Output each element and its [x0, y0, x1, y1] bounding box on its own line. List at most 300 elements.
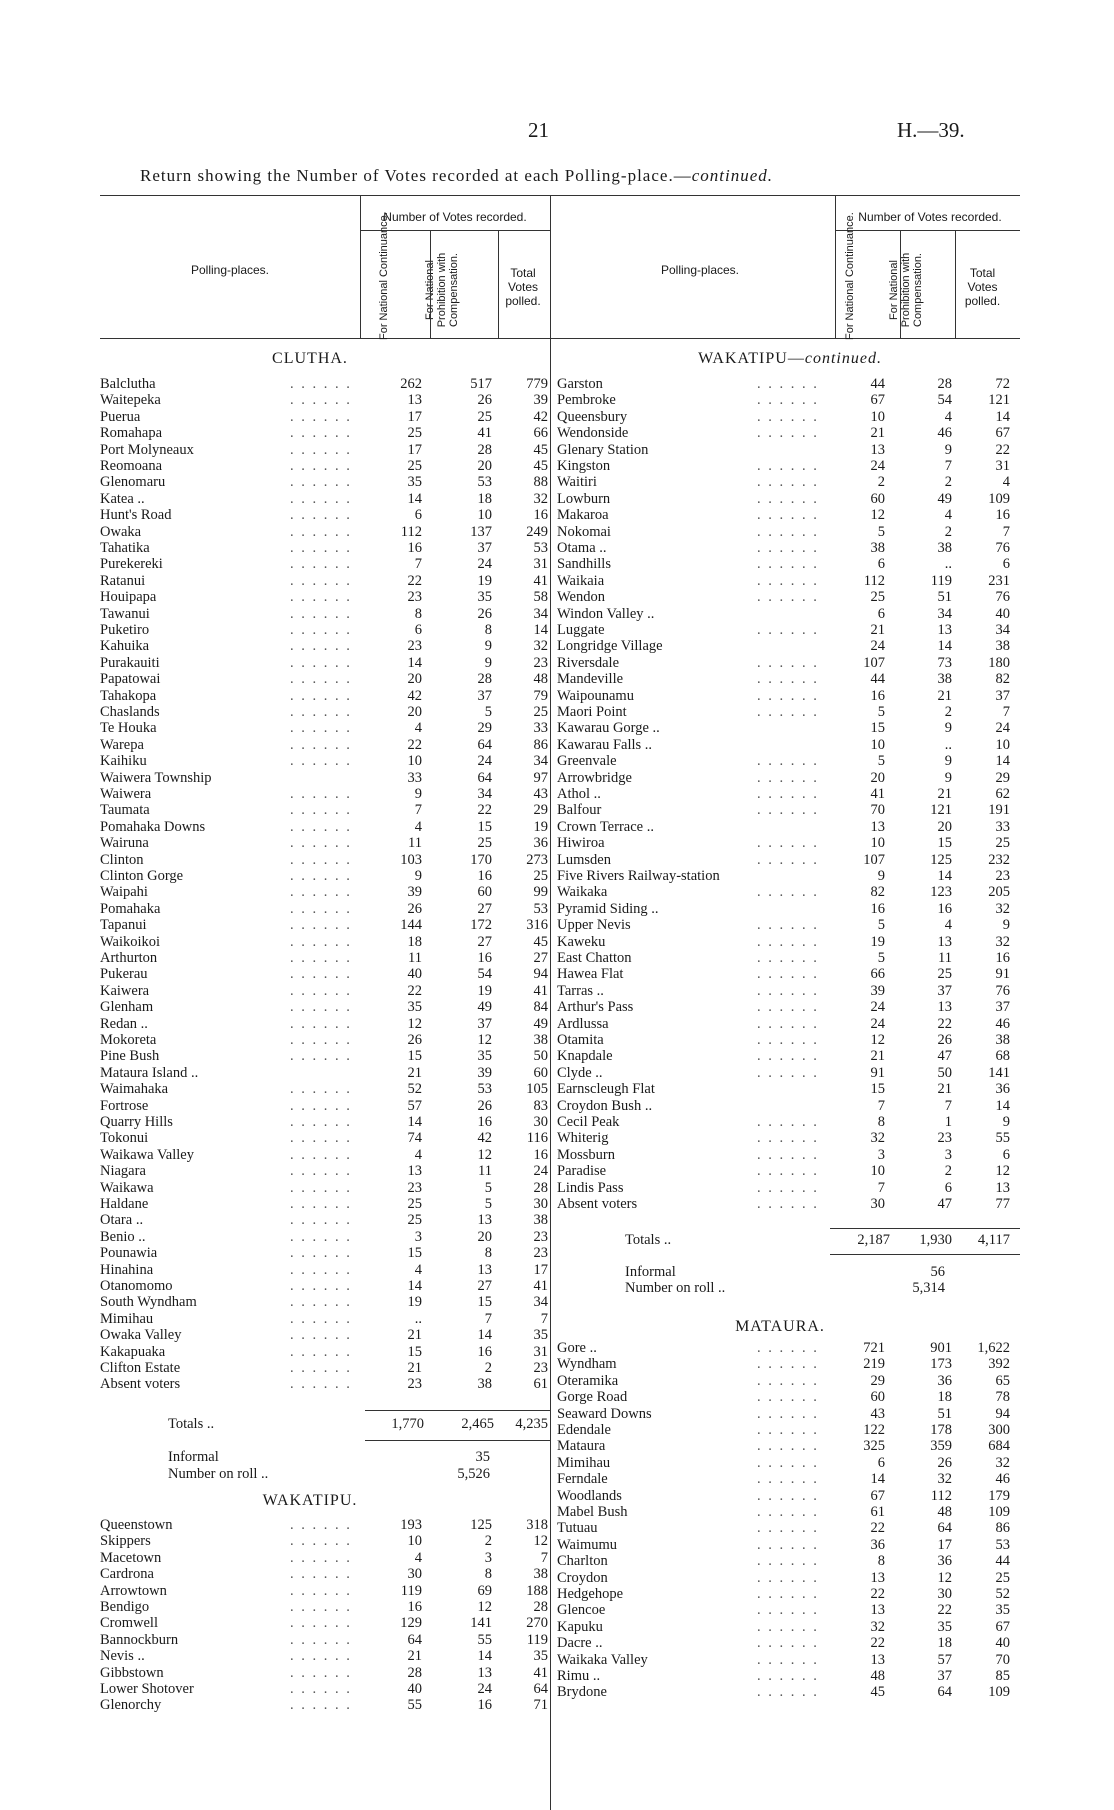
dot-leader: . . . . . .	[290, 868, 352, 884]
prohibition-value: 9	[944, 769, 952, 786]
clutha-roll-label: Number on roll ..	[168, 1466, 269, 1482]
dot-leader: . . . . . .	[757, 982, 819, 999]
table-row	[100, 704, 550, 720]
table-row	[557, 1422, 1017, 1438]
table-row	[100, 1114, 550, 1130]
wakatipu-informal-label: Informal	[625, 1264, 676, 1280]
place-name: Waipounamu	[557, 687, 634, 704]
prohibition-value: 125	[470, 1517, 492, 1533]
prohibition-value: ..	[944, 736, 952, 753]
continuance-value: 112	[863, 572, 885, 589]
table-row	[100, 1648, 550, 1664]
place-name: Owaka	[100, 523, 142, 540]
prohibition-value: 9	[944, 441, 952, 458]
place-name: Otara ..	[100, 1212, 144, 1229]
dot-leader: . . . . . .	[757, 704, 819, 720]
prohibition-value: 20	[477, 458, 492, 474]
continuance-value: 48	[870, 1668, 885, 1684]
right-continuance-header: For National Continuance.	[844, 212, 856, 340]
dot-leader: . . . . . .	[757, 1405, 819, 1422]
place-name: Makaroa	[557, 507, 609, 524]
table-row	[557, 507, 1017, 523]
prohibition-value: 19	[477, 982, 492, 999]
continuance-value: 29	[870, 1372, 885, 1389]
prohibition-value: 69	[477, 1582, 492, 1599]
continuance-value: 57	[407, 1097, 422, 1114]
place-name: Kahuika	[100, 638, 150, 655]
place-name: Waiwera	[100, 786, 152, 802]
total-value: 14	[995, 408, 1010, 425]
total-value: 41	[533, 1278, 548, 1294]
table-row	[100, 1681, 550, 1697]
place-name: Purekereki	[100, 556, 163, 573]
total-value: 31	[995, 458, 1010, 474]
total-value: 7	[1002, 523, 1010, 540]
table-row	[100, 425, 550, 441]
place-name: Clinton Gorge	[100, 868, 184, 884]
total-value: 32	[533, 638, 548, 655]
table-row	[557, 655, 1017, 671]
total-value: 14	[533, 622, 548, 638]
total-value: 41	[533, 982, 548, 999]
table-row	[100, 1163, 550, 1179]
continuance-value: 44	[870, 376, 885, 392]
place-name: Kaiwera	[100, 982, 150, 999]
prohibition-value: 27	[477, 933, 492, 950]
prohibition-value: 24	[477, 556, 492, 573]
total-value: 180	[988, 654, 1010, 671]
continuance-value: 61	[870, 1504, 885, 1520]
continuance-value: 23	[407, 638, 422, 655]
dot-leader: . . . . . .	[290, 1245, 352, 1262]
place-name: Glencoe	[557, 1602, 606, 1619]
continuance-value: 21	[407, 1648, 422, 1665]
total-value: 32	[995, 1454, 1010, 1471]
table-row	[557, 1373, 1017, 1389]
total-value: 4	[1002, 474, 1010, 491]
prohibition-value: 26	[477, 605, 492, 622]
total-value: 41	[533, 572, 548, 589]
continuance-value: 24	[870, 458, 885, 474]
prohibition-value: 13	[477, 1261, 492, 1278]
place-name: South Wyndham	[100, 1294, 197, 1311]
dot-leader: . . . . . .	[757, 474, 819, 491]
prohibition-value: ..	[944, 556, 952, 573]
section-continued-label: continued.	[804, 350, 882, 367]
continuance-value: 28	[407, 1664, 422, 1681]
place-name: Kawarau Falls ..	[557, 736, 653, 753]
total-value: 16	[533, 507, 548, 524]
place-name: Crown Terrace ..	[557, 818, 654, 835]
total-value: 121	[988, 392, 1010, 409]
continuance-value: 6	[877, 556, 885, 573]
continuance-value: 14	[870, 1471, 885, 1488]
continuance-value: 60	[870, 490, 885, 507]
table-row	[557, 1147, 1017, 1163]
place-name: Waikaka Valley	[557, 1651, 648, 1668]
place-name: Mataura Island ..	[100, 1064, 199, 1081]
total-value: 33	[533, 720, 548, 737]
continuance-value: 11	[408, 835, 422, 852]
place-name: Houipapa	[100, 589, 157, 606]
table-row	[100, 753, 550, 769]
table-row	[557, 983, 1017, 999]
page-title	[140, 166, 1010, 186]
total-value: 48	[533, 671, 548, 688]
wakatipu-roll-label: Number on roll ..	[625, 1280, 726, 1296]
total-value: 34	[533, 605, 548, 622]
clutha-roll-value: 5,526	[457, 1466, 490, 1482]
continuance-value: 24	[870, 638, 885, 655]
table-row	[557, 1553, 1017, 1569]
place-name: Waikoikoi	[100, 933, 161, 950]
table-row	[100, 1262, 550, 1278]
continuance-value: 10	[407, 1533, 422, 1550]
table-row	[100, 638, 550, 654]
dot-leader: . . . . . .	[290, 540, 352, 556]
place-name: Waikaia	[557, 572, 605, 589]
place-name: Haldane	[100, 1196, 149, 1212]
table-row	[100, 376, 550, 392]
table-row	[557, 622, 1017, 638]
place-name: Otamita	[557, 1032, 604, 1048]
total-value: 13	[995, 1179, 1010, 1196]
dot-leader: . . . . . .	[757, 490, 819, 507]
continuance-value: 12	[870, 1032, 885, 1048]
center-divider	[550, 195, 551, 1810]
prohibition-value: 359	[930, 1438, 952, 1455]
prohibition-value: 7	[944, 1097, 952, 1114]
dot-leader: . . . . . .	[757, 556, 819, 573]
total-value: 6	[1002, 556, 1010, 573]
total-value: 273	[526, 851, 548, 868]
table-row	[100, 819, 550, 835]
section-wakatipu: WAKATIPU.	[262, 1492, 358, 1509]
dot-leader: . . . . . .	[757, 507, 819, 524]
prohibition-value: 18	[937, 1635, 952, 1652]
dot-leader: . . . . . .	[757, 1618, 819, 1635]
place-name: East Chatton	[557, 950, 632, 966]
total-value: 116	[526, 1130, 548, 1147]
continuance-value: 4	[414, 1549, 422, 1566]
table-row	[557, 409, 1017, 425]
continuance-value: 10	[407, 753, 422, 770]
place-name: Glenary Station	[557, 441, 649, 458]
table-row	[100, 1344, 550, 1360]
continuance-value: 262	[400, 376, 422, 392]
prohibition-value: 16	[477, 1697, 492, 1714]
place-name: Rimu ..	[557, 1668, 601, 1684]
continuance-value: 13	[870, 441, 885, 458]
total-value: 7	[540, 1310, 548, 1327]
table-row	[557, 474, 1017, 490]
table-row	[100, 556, 550, 572]
dot-leader: . . . . . .	[290, 1327, 352, 1344]
continuance-value: 25	[407, 1212, 422, 1229]
dot-leader: . . . . . .	[290, 786, 352, 802]
place-name: Glenomaru	[100, 474, 166, 491]
place-name: Reomoana	[100, 458, 163, 474]
table-row	[557, 1114, 1017, 1130]
total-value: 50	[533, 1048, 548, 1065]
continuance-value: 13	[870, 1569, 885, 1586]
table-row	[100, 1376, 550, 1392]
place-name: Croydon Bush ..	[557, 1097, 653, 1114]
place-name: Arthur's Pass	[557, 999, 634, 1016]
prohibition-value: 14	[477, 1648, 492, 1665]
dot-leader: . . . . . .	[757, 1163, 819, 1180]
clutha-informal-value: 35	[475, 1449, 490, 1465]
table-row	[557, 950, 1017, 966]
prohibition-value: 53	[477, 474, 492, 491]
table-row	[100, 1294, 550, 1310]
prohibition-value: 35	[937, 1618, 952, 1635]
total-value: 71	[533, 1697, 548, 1714]
continuance-value: 44	[870, 671, 885, 688]
dot-leader: . . . . . .	[290, 884, 352, 901]
total-value: 53	[533, 540, 548, 556]
place-name: Katea ..	[100, 490, 145, 507]
dot-leader: . . . . . .	[290, 1032, 352, 1048]
total-value: 12	[995, 1163, 1010, 1180]
place-name: Earnscleugh Flat	[557, 1081, 655, 1098]
prohibition-value: 901	[930, 1340, 952, 1356]
place-name: Tawanui	[100, 605, 150, 622]
table-row	[100, 720, 550, 736]
place-name: Balfour	[557, 802, 602, 819]
place-name: Benio ..	[100, 1228, 146, 1245]
table-row	[557, 1065, 1017, 1081]
prohibition-value: 37	[937, 1668, 952, 1684]
prohibition-value: 64	[477, 736, 492, 753]
continuance-value: 20	[870, 769, 885, 786]
dot-leader: . . . . . .	[290, 1048, 352, 1065]
prohibition-value: 19	[477, 572, 492, 589]
dot-leader: . . . . . .	[290, 1533, 352, 1550]
prohibition-value: 11	[478, 1163, 492, 1180]
dot-leader: . . . . . .	[757, 1454, 819, 1471]
place-name: Waikawa Valley	[100, 1146, 194, 1163]
place-name: Gibbstown	[100, 1664, 164, 1681]
top-rule	[100, 195, 1020, 196]
place-name: Lindis Pass	[557, 1179, 624, 1196]
prohibition-value: 13	[477, 1212, 492, 1229]
total-value: 23	[533, 1360, 548, 1376]
place-name: Pounawia	[100, 1245, 158, 1262]
total-value: 38	[995, 638, 1010, 655]
place-name: Tutuau	[557, 1520, 598, 1537]
dot-leader: . . . . . .	[290, 1615, 352, 1632]
dot-leader: . . . . . .	[290, 1179, 352, 1196]
dot-leader: . . . . . .	[290, 835, 352, 852]
dot-leader: . . . . . .	[757, 392, 819, 409]
total-value: 38	[533, 1212, 548, 1229]
continuance-value: 39	[870, 982, 885, 999]
prohibition-value: 16	[477, 1343, 492, 1360]
left-header-divider-1	[360, 195, 361, 338]
table-row	[557, 802, 1017, 818]
total-value: 58	[533, 589, 548, 606]
continuance-value: 22	[407, 572, 422, 589]
dot-leader: . . . . . .	[290, 1212, 352, 1229]
prohibition-value: 38	[477, 1376, 492, 1393]
dot-leader: . . . . . .	[757, 999, 819, 1016]
dot-leader: . . . . . .	[757, 1356, 819, 1373]
prohibition-value: 22	[937, 1602, 952, 1619]
continuance-value: 19	[407, 1294, 422, 1311]
prohibition-value: 3	[484, 1549, 492, 1566]
place-name: Pukerau	[100, 966, 148, 983]
prohibition-value: 38	[937, 671, 952, 688]
dot-leader: . . . . . .	[757, 802, 819, 819]
place-name: Mandeville	[557, 671, 624, 688]
total-value: 41	[533, 1664, 548, 1681]
table-row	[557, 1032, 1017, 1048]
prohibition-value: 35	[477, 589, 492, 606]
total-value: 97	[533, 769, 548, 786]
wakatipu-totals-label: Totals ..	[625, 1232, 672, 1248]
place-name: Queensbury	[557, 408, 628, 425]
dot-leader: . . . . . .	[757, 654, 819, 671]
dot-leader: . . . . . .	[290, 458, 352, 474]
total-value: 82	[995, 671, 1010, 688]
place-name: Maori Point	[557, 704, 627, 720]
continuance-value: 36	[870, 1536, 885, 1553]
table-row	[557, 573, 1017, 589]
prohibition-value: 7	[944, 458, 952, 474]
table-row	[100, 999, 550, 1015]
table-row	[557, 1652, 1017, 1668]
place-name: Waikawa	[100, 1179, 154, 1196]
continuance-value: 91	[870, 1064, 885, 1081]
place-name: Queenstown	[100, 1517, 173, 1533]
place-name: Hawea Flat	[557, 966, 624, 983]
dot-leader: . . . . . .	[290, 441, 352, 458]
dot-leader: . . . . . .	[290, 671, 352, 688]
prohibition-value: 16	[937, 900, 952, 917]
total-value: 86	[995, 1520, 1010, 1537]
clutha-total-votes: 4,235	[515, 1416, 548, 1432]
total-value: 34	[533, 753, 548, 770]
place-name: Clifton Estate	[100, 1360, 181, 1376]
table-row	[557, 458, 1017, 474]
continuance-value: 6	[414, 622, 422, 638]
place-name: Tokonui	[100, 1130, 149, 1147]
dot-leader: . . . . . .	[290, 900, 352, 917]
total-value: 43	[533, 786, 548, 802]
table-row	[100, 1697, 550, 1713]
total-value: 30	[533, 1196, 548, 1212]
total-value: 191	[988, 802, 1010, 819]
dot-leader: . . . . . .	[290, 507, 352, 524]
continuance-value: 40	[407, 1681, 422, 1697]
dot-leader: . . . . . .	[757, 1586, 819, 1602]
place-name: Glenham	[100, 999, 154, 1016]
dot-leader: . . . . . .	[290, 687, 352, 704]
continuance-value: 55	[407, 1697, 422, 1714]
dot-leader: . . . . . .	[757, 1146, 819, 1163]
continuance-value: 9	[414, 868, 422, 884]
dot-leader: . . . . . .	[757, 1536, 819, 1553]
place-name: Warepa	[100, 736, 144, 753]
continuance-value: 64	[407, 1631, 422, 1648]
right-header-divider-2	[900, 230, 901, 338]
table-row	[100, 1278, 550, 1294]
total-value: 25	[533, 868, 548, 884]
prohibition-value: 21	[937, 786, 952, 802]
total-value: 19	[533, 818, 548, 835]
prohibition-value: 7	[484, 1310, 492, 1327]
dot-leader: . . . . . .	[290, 376, 352, 392]
continuance-value: 20	[407, 704, 422, 720]
total-value: 16	[533, 1146, 548, 1163]
place-name: Waipahi	[100, 884, 148, 901]
continuance-value: 24	[870, 1015, 885, 1032]
prohibition-value: 178	[930, 1422, 952, 1438]
clutha-totals-rule-top	[365, 1410, 550, 1411]
continuance-value: 13	[407, 392, 422, 409]
place-name: Waitepeka	[100, 392, 161, 409]
table-row	[557, 1356, 1017, 1372]
wakatipu-totals-rule-bottom	[830, 1254, 1020, 1255]
prohibition-value: 47	[937, 1196, 952, 1212]
prohibition-value: 21	[937, 1081, 952, 1098]
wakatipu-informal-value: 56	[930, 1264, 945, 1280]
table-row	[557, 392, 1017, 408]
continuance-value: 10	[870, 1163, 885, 1180]
place-name: Tahatika	[100, 540, 150, 556]
prohibition-value: 37	[477, 540, 492, 556]
dot-leader: . . . . . .	[757, 408, 819, 425]
prohibition-value: 51	[937, 589, 952, 606]
table-row	[100, 934, 550, 950]
prohibition-value: 55	[477, 1631, 492, 1648]
prohibition-value: 41	[477, 425, 492, 442]
prohibition-value: 137	[470, 523, 492, 540]
continuance-value: 6	[877, 1454, 885, 1471]
place-name: Knapdale	[557, 1048, 613, 1065]
place-name: Pine Bush	[100, 1048, 160, 1065]
continuance-value: 103	[400, 851, 422, 868]
prohibition-value: 112	[930, 1487, 952, 1504]
dot-leader: . . . . . .	[290, 704, 352, 720]
prohibition-value: 26	[937, 1032, 952, 1048]
table-row	[100, 442, 550, 458]
prohibition-value: 15	[937, 835, 952, 852]
place-name: Kapuku	[557, 1618, 603, 1635]
dot-leader: . . . . . .	[757, 835, 819, 852]
prohibition-value: 60	[477, 884, 492, 901]
dot-leader: . . . . . .	[290, 1294, 352, 1311]
prohibition-value: 517	[470, 376, 492, 392]
prohibition-value: 18	[937, 1389, 952, 1406]
prohibition-value: 14	[937, 638, 952, 655]
continuance-value: 22	[870, 1520, 885, 1537]
table-row	[100, 1180, 550, 1196]
table-row	[100, 966, 550, 982]
dot-leader: . . . . . .	[290, 1664, 352, 1681]
continuance-value: 26	[407, 1032, 422, 1048]
total-value: 25	[995, 835, 1010, 852]
dot-leader: . . . . . .	[290, 1582, 352, 1599]
prohibition-value: 51	[937, 1405, 952, 1422]
total-value: 188	[526, 1582, 548, 1599]
continuance-value: 10	[870, 736, 885, 753]
prohibition-value: 53	[477, 1081, 492, 1098]
prohibition-value: 16	[477, 1114, 492, 1130]
total-value: 24	[533, 1163, 548, 1180]
prohibition-value: 34	[477, 786, 492, 802]
